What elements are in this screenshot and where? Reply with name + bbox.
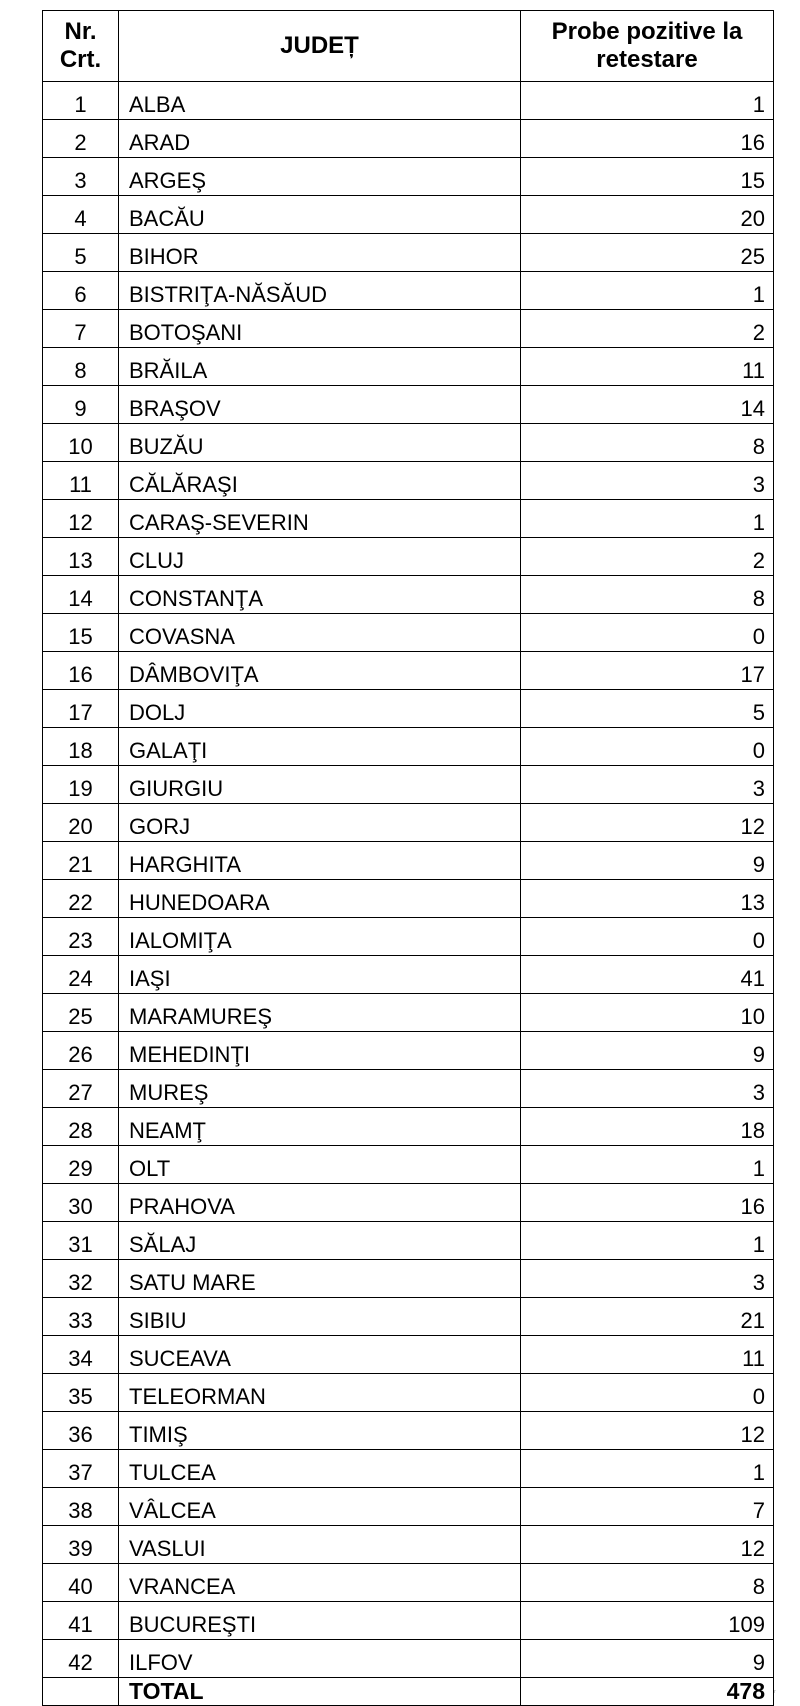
row-nr-cell: 36 — [43, 1412, 119, 1450]
row-probe-cell: 16 — [521, 1184, 774, 1222]
table-row — [43, 196, 774, 234]
row-judet-cell: ILFOV — [119, 1640, 521, 1678]
row-judet-cell: GIURGIU — [119, 766, 521, 804]
retest-results-table — [42, 10, 774, 1706]
row-nr-cell: 16 — [43, 652, 119, 690]
header-judet: JUDEȚ — [119, 11, 521, 82]
row-judet-cell: DOLJ — [119, 690, 521, 728]
table-row — [43, 1222, 774, 1260]
row-judet-cell: MEHEDINŢI — [119, 1032, 521, 1070]
table-row — [43, 1374, 774, 1412]
table-row — [43, 82, 774, 120]
row-probe-cell: 3 — [521, 1260, 774, 1298]
table-row — [43, 234, 774, 272]
row-probe-cell: 3 — [521, 1070, 774, 1108]
table-row — [43, 120, 774, 158]
row-nr-cell: 21 — [43, 842, 119, 880]
row-nr-cell: 32 — [43, 1260, 119, 1298]
row-probe-cell: 1 — [521, 500, 774, 538]
row-judet-cell: SĂLAJ — [119, 1222, 521, 1260]
row-nr-cell: 29 — [43, 1146, 119, 1184]
header-row — [43, 11, 774, 82]
table-row — [43, 424, 774, 462]
row-judet-cell: BIHOR — [119, 234, 521, 272]
table-row — [43, 1640, 774, 1678]
row-nr-cell: 25 — [43, 994, 119, 1032]
row-judet-cell: HUNEDOARA — [119, 880, 521, 918]
row-nr-cell: 20 — [43, 804, 119, 842]
total-nr-cell — [43, 1678, 119, 1706]
row-probe-cell: 2 — [521, 310, 774, 348]
row-probe-cell: 41 — [521, 956, 774, 994]
row-judet-cell: GORJ — [119, 804, 521, 842]
row-nr-cell: 4 — [43, 196, 119, 234]
row-judet-cell: MARAMUREŞ — [119, 994, 521, 1032]
row-nr-cell: 15 — [43, 614, 119, 652]
row-nr-cell: 1 — [43, 82, 119, 120]
row-nr-cell: 13 — [43, 538, 119, 576]
table-row — [43, 1336, 774, 1374]
row-nr-cell: 42 — [43, 1640, 119, 1678]
row-probe-cell: 7 — [521, 1488, 774, 1526]
row-nr-cell: 12 — [43, 500, 119, 538]
table-row — [43, 1260, 774, 1298]
row-probe-cell: 3 — [521, 462, 774, 500]
row-probe-cell: 12 — [521, 1412, 774, 1450]
row-nr-cell: 28 — [43, 1108, 119, 1146]
row-probe-cell: 16 — [521, 120, 774, 158]
row-nr-cell: 27 — [43, 1070, 119, 1108]
row-probe-cell: 18 — [521, 1108, 774, 1146]
row-probe-cell: 9 — [521, 1640, 774, 1678]
row-judet-cell: MUREŞ — [119, 1070, 521, 1108]
row-judet-cell: IALOMIŢA — [119, 918, 521, 956]
row-probe-cell: 12 — [521, 1526, 774, 1564]
row-nr-cell: 39 — [43, 1526, 119, 1564]
row-probe-cell: 17 — [521, 652, 774, 690]
row-nr-cell: 11 — [43, 462, 119, 500]
row-nr-cell: 17 — [43, 690, 119, 728]
row-nr-cell: 31 — [43, 1222, 119, 1260]
row-judet-cell: CĂLĂRAŞI — [119, 462, 521, 500]
row-judet-cell: VASLUI — [119, 1526, 521, 1564]
row-judet-cell: VRANCEA — [119, 1564, 521, 1602]
total-label: TOTAL — [119, 1678, 521, 1706]
row-probe-cell: 1 — [521, 1222, 774, 1260]
row-probe-cell: 2 — [521, 538, 774, 576]
row-judet-cell: PRAHOVA — [119, 1184, 521, 1222]
row-nr-cell: 7 — [43, 310, 119, 348]
row-judet-cell: COVASNA — [119, 614, 521, 652]
row-judet-cell: VÂLCEA — [119, 1488, 521, 1526]
row-nr-cell: 19 — [43, 766, 119, 804]
table-row — [43, 766, 774, 804]
row-nr-cell: 6 — [43, 272, 119, 310]
row-probe-cell: 1 — [521, 1146, 774, 1184]
header-probe-pozitive — [521, 11, 774, 82]
row-judet-cell: SUCEAVA — [119, 1336, 521, 1374]
row-nr-cell: 2 — [43, 120, 119, 158]
row-judet-cell: ALBA — [119, 82, 521, 120]
total-row — [43, 1678, 774, 1706]
row-probe-cell: 0 — [521, 614, 774, 652]
table-row — [43, 386, 774, 424]
row-nr-cell: 10 — [43, 424, 119, 462]
row-probe-cell: 20 — [521, 196, 774, 234]
row-judet-cell: ARAD — [119, 120, 521, 158]
header-nr-crt — [43, 11, 119, 82]
row-judet-cell: CLUJ — [119, 538, 521, 576]
row-nr-cell: 3 — [43, 158, 119, 196]
header-probe-line1: Probe pozitive la — [551, 18, 743, 45]
row-judet-cell: OLT — [119, 1146, 521, 1184]
table-row — [43, 690, 774, 728]
table-row — [43, 994, 774, 1032]
table-row — [43, 1602, 774, 1640]
row-probe-cell: 14 — [521, 386, 774, 424]
row-probe-cell: 9 — [521, 1032, 774, 1070]
table-row — [43, 1032, 774, 1070]
row-judet-cell: TELEORMAN — [119, 1374, 521, 1412]
table-row — [43, 1564, 774, 1602]
row-probe-cell: 1 — [521, 1450, 774, 1488]
row-nr-cell: 37 — [43, 1450, 119, 1488]
row-judet-cell: ARGEŞ — [119, 158, 521, 196]
table-row — [43, 652, 774, 690]
table-row — [43, 1070, 774, 1108]
row-probe-cell: 13 — [521, 880, 774, 918]
row-nr-cell: 8 — [43, 348, 119, 386]
row-judet-cell: GALAŢI — [119, 728, 521, 766]
row-probe-cell: 1 — [521, 82, 774, 120]
row-judet-cell: BUCUREŞTI — [119, 1602, 521, 1640]
row-probe-cell: 8 — [521, 1564, 774, 1602]
table-row — [43, 1184, 774, 1222]
table-row — [43, 880, 774, 918]
row-nr-cell: 34 — [43, 1336, 119, 1374]
total-value: 478 — [521, 1678, 774, 1706]
row-nr-cell: 38 — [43, 1488, 119, 1526]
row-judet-cell: CONSTANŢA — [119, 576, 521, 614]
row-probe-cell: 5 — [521, 690, 774, 728]
table-row — [43, 462, 774, 500]
table-row — [43, 1298, 774, 1336]
corner-mark: ʳ — [774, 1688, 776, 1697]
table-row — [43, 348, 774, 386]
table-row — [43, 272, 774, 310]
row-judet-cell: TULCEA — [119, 1450, 521, 1488]
row-probe-cell: 12 — [521, 804, 774, 842]
row-judet-cell: BOTOŞANI — [119, 310, 521, 348]
row-judet-cell: BUZĂU — [119, 424, 521, 462]
row-judet-cell: SIBIU — [119, 1298, 521, 1336]
table-row — [43, 1412, 774, 1450]
row-nr-cell: 41 — [43, 1602, 119, 1640]
row-nr-cell: 35 — [43, 1374, 119, 1412]
table-row — [43, 310, 774, 348]
table-row — [43, 918, 774, 956]
row-nr-cell: 40 — [43, 1564, 119, 1602]
row-probe-cell: 0 — [521, 1374, 774, 1412]
table-row — [43, 576, 774, 614]
table-row — [43, 1450, 774, 1488]
row-nr-cell: 26 — [43, 1032, 119, 1070]
row-judet-cell: IAŞI — [119, 956, 521, 994]
row-judet-cell: HARGHITA — [119, 842, 521, 880]
row-nr-cell: 5 — [43, 234, 119, 272]
row-judet-cell: BACĂU — [119, 196, 521, 234]
row-judet-cell: CARAŞ-SEVERIN — [119, 500, 521, 538]
row-probe-cell: 11 — [521, 1336, 774, 1374]
table-row — [43, 804, 774, 842]
row-probe-cell: 0 — [521, 728, 774, 766]
table-row — [43, 614, 774, 652]
row-nr-cell: 18 — [43, 728, 119, 766]
table-row — [43, 728, 774, 766]
row-nr-cell: 24 — [43, 956, 119, 994]
row-probe-cell: 11 — [521, 348, 774, 386]
row-probe-cell: 15 — [521, 158, 774, 196]
table-row — [43, 538, 774, 576]
row-nr-cell: 22 — [43, 880, 119, 918]
table-row — [43, 956, 774, 994]
table-row — [43, 1146, 774, 1184]
row-judet-cell: TIMIŞ — [119, 1412, 521, 1450]
header-nr-line2: Crt. — [59, 46, 102, 73]
row-judet-cell: BRAŞOV — [119, 386, 521, 424]
row-nr-cell: 9 — [43, 386, 119, 424]
table-row — [43, 1526, 774, 1564]
row-judet-cell: BRĂILA — [119, 348, 521, 386]
table-row — [43, 842, 774, 880]
row-probe-cell: 0 — [521, 918, 774, 956]
row-probe-cell: 1 — [521, 272, 774, 310]
header-probe-line2: retestare — [596, 46, 698, 73]
table-row — [43, 1108, 774, 1146]
header-nr-line1: Nr. — [64, 18, 97, 45]
row-probe-cell: 25 — [521, 234, 774, 272]
row-nr-cell: 14 — [43, 576, 119, 614]
table-row — [43, 1488, 774, 1526]
row-probe-cell: 21 — [521, 1298, 774, 1336]
row-probe-cell: 8 — [521, 576, 774, 614]
row-probe-cell: 8 — [521, 424, 774, 462]
row-probe-cell: 3 — [521, 766, 774, 804]
table-row — [43, 500, 774, 538]
row-nr-cell: 33 — [43, 1298, 119, 1336]
row-nr-cell: 30 — [43, 1184, 119, 1222]
row-judet-cell: NEAMŢ — [119, 1108, 521, 1146]
row-judet-cell: DÂMBOVIŢA — [119, 652, 521, 690]
row-judet-cell: SATU MARE — [119, 1260, 521, 1298]
row-probe-cell: 109 — [521, 1602, 774, 1640]
row-judet-cell: BISTRIŢA-NĂSĂUD — [119, 272, 521, 310]
row-nr-cell: 23 — [43, 918, 119, 956]
table-row — [43, 158, 774, 196]
row-probe-cell: 10 — [521, 994, 774, 1032]
row-probe-cell: 9 — [521, 842, 774, 880]
